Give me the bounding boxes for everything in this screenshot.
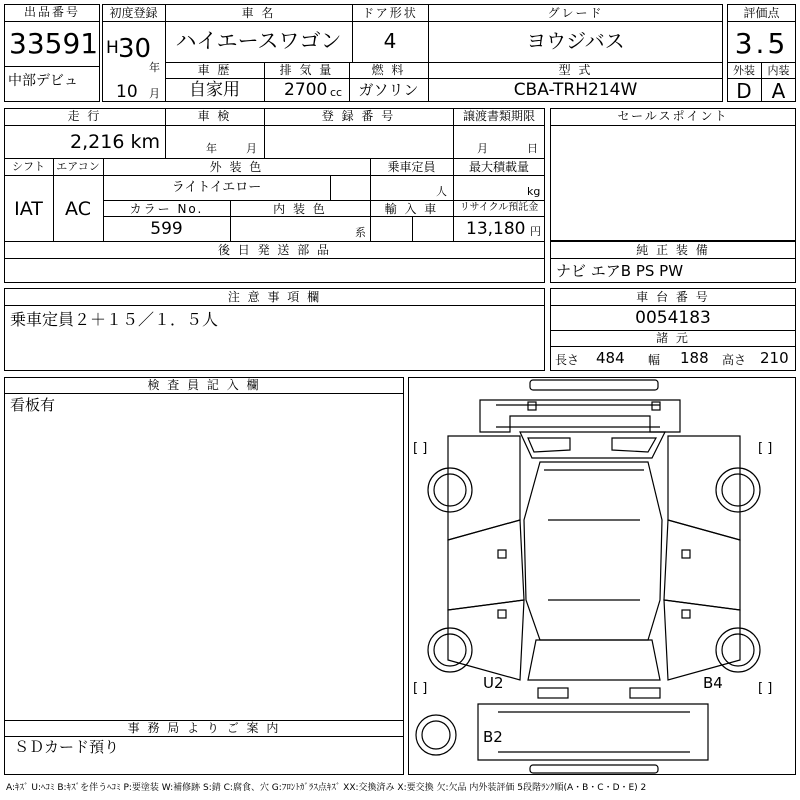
inspector-label: 検 査 員 記 入 欄 (147, 378, 261, 392)
displacement-label: 排 気 量 (279, 63, 334, 77)
capacity-label: 乗車定員 (387, 160, 436, 174)
ext-color-label: 外 装 色 (209, 160, 264, 174)
height: 210 (760, 349, 789, 367)
right-rear-panel-outline (664, 600, 740, 680)
lot-number: 33591 (9, 27, 99, 60)
score: 3.5 (734, 27, 789, 60)
rear-lamp-right (630, 688, 660, 698)
length: 484 (596, 349, 625, 367)
lot-no-label: 出品番号 (23, 5, 80, 19)
rear-window-outline (528, 640, 660, 680)
month-unit: 月 (149, 87, 160, 100)
int-color-label: 内 装 色 (273, 202, 327, 216)
caution-label: 注 意 事 項 欄 (227, 290, 322, 304)
legend: A:ｷｽﾞ U:ﾍｺﾐ B:ｷｽﾞを伴うﾍｺﾐ P:要塗装 W:補修跡 S:錆 C:腐食、穴 G:ﾌﾛﾝﾄｶﾞﾗｽ点ｷｽﾞ XX:交換済み X:要交換 欠:欠品 内外装評価 5段階ﾗﾝｸ順(A・B・C・D・E) 2 (6, 783, 647, 793)
max-load-unit: kg (527, 185, 541, 198)
shift: IAT (14, 198, 43, 220)
year-unit: 年 (149, 61, 160, 74)
history: 自家用 (189, 80, 240, 100)
era: H (106, 38, 119, 58)
left-front-wheel (428, 468, 472, 512)
insp-month-unit: 月 (246, 142, 257, 155)
lot-note: 中部デビュ (8, 73, 78, 89)
windshield-outline (520, 432, 665, 458)
recycle-fee: 13,180 (466, 219, 526, 239)
left-rear-panel-outline (448, 600, 524, 680)
reg-month: 10 (116, 82, 138, 102)
displacement: 2700 (284, 80, 328, 100)
color-number: 599 (150, 219, 183, 239)
width: 188 (680, 349, 709, 367)
specs-label: 諸 元 (656, 331, 690, 345)
capacity-unit: 人 (436, 185, 447, 198)
office-note: ＳＤカード預り (14, 738, 120, 756)
first-reg-label: 初度登録 (109, 6, 158, 20)
mileage-label: 走 行 (67, 109, 102, 123)
damage-mark-b4: B4 (703, 674, 723, 692)
svg-text:[ ]: [ ] (413, 441, 428, 456)
car-name: ハイエースワゴン (175, 29, 342, 53)
ext-color: ライトイエロー (171, 180, 262, 195)
damage-mark-b2: B2 (483, 728, 503, 746)
car-name-label: 車 名 (241, 6, 276, 20)
front-bumper-outline (530, 380, 658, 390)
chassis-number: 0054183 (635, 308, 711, 328)
grade: ヨウジバス (526, 29, 625, 53)
transfer-month-unit: 月 (477, 142, 488, 155)
inspector-note: 看板有 (10, 396, 56, 414)
history-label: 車 歴 (197, 63, 232, 77)
roof-outline (524, 462, 662, 640)
displacement-unit: cc (330, 86, 343, 99)
right-front-door-outline (668, 436, 740, 540)
width-label: 幅 (648, 353, 661, 367)
fuel: ガソリン (358, 81, 419, 99)
reg-year: 30 (118, 34, 152, 64)
shift-label: シフト (12, 160, 45, 173)
left-slide-door-outline (448, 520, 524, 610)
recycle-unit: 円 (530, 225, 541, 238)
exterior-grade: D (736, 79, 752, 103)
svg-text:[ ]: [ ] (758, 441, 773, 456)
model-label: 型 式 (558, 63, 593, 77)
chassis-label: 車 台 番 号 (636, 290, 710, 304)
transfer-day-unit: 日 (527, 142, 538, 155)
equipment-label: 純 正 装 備 (636, 243, 710, 257)
reg-number-label: 登 録 番 号 (321, 109, 396, 123)
exterior-label: 外装 (733, 64, 755, 77)
interior-grade: A (771, 79, 786, 103)
door-type: 4 (383, 29, 397, 53)
mileage: 2,216 km (70, 131, 160, 153)
model-code: CBA-TRH214W (513, 80, 638, 100)
svg-text:[ ]: [ ] (413, 681, 428, 696)
caution-text: 乗車定員２＋１５／１．５人 (10, 310, 219, 329)
max-load-label: 最大積載量 (468, 160, 529, 174)
height-label: 高さ (722, 353, 747, 367)
insp-year-unit: 年 (206, 142, 217, 155)
left-front-door-outline (448, 436, 520, 540)
transfer-label: 譲渡書類期限 (462, 109, 535, 123)
right-slide-door-outline (664, 520, 740, 610)
equipment: ナビ エアB PS PW (556, 262, 684, 280)
rear-lamp-left (538, 688, 568, 698)
score-label: 評価点 (743, 6, 780, 20)
fuel-label: 燃 料 (371, 63, 406, 77)
ac-label: エアコン (56, 160, 100, 173)
door-label: ドア形状 (362, 6, 418, 20)
damage-mark-u2: U2 (483, 674, 504, 692)
sales-point-label: セールスポイント (617, 109, 729, 123)
later-parts-label: 後 日 発 送 部 品 (217, 243, 332, 257)
color-no-label: カラー No. (129, 202, 204, 216)
grade-label: グレード (547, 6, 604, 20)
office-label: 事 務 局 よ り ご 案 内 (127, 721, 281, 735)
svg-text:[ ]: [ ] (758, 681, 773, 696)
import-label: 輸 入 車 (384, 202, 439, 216)
length-label: 長さ (555, 353, 580, 367)
recycle-label: リサイクル預託金 (459, 202, 539, 213)
air-conditioner: AC (65, 198, 91, 220)
int-color-unit: 系 (355, 226, 366, 239)
inspection-label: 車 検 (197, 109, 232, 123)
interior-label: 内装 (767, 64, 790, 77)
